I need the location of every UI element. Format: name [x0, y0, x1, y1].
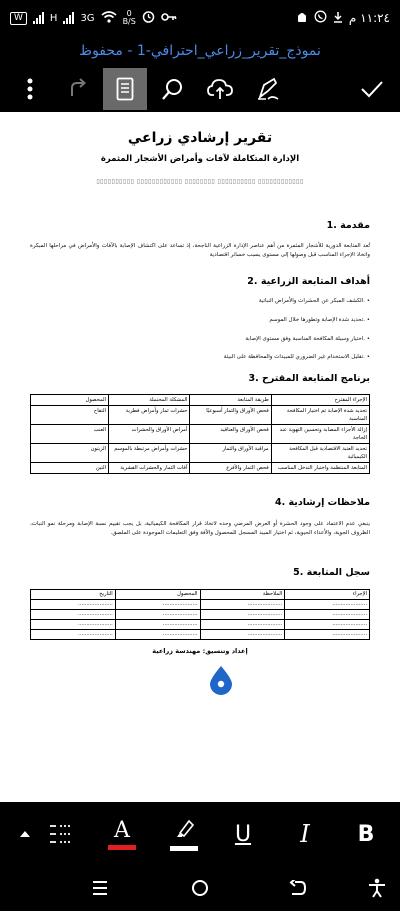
pen-icon[interactable] [248, 68, 288, 110]
table-cell[interactable]: مراقبة الأوراق والثمار [190, 444, 271, 463]
search-icon[interactable] [153, 68, 193, 110]
table-cell[interactable]: ..................... [115, 600, 200, 610]
table-row [31, 444, 370, 463]
android-icon [296, 11, 308, 26]
italic-label: I [300, 820, 310, 848]
table-cell[interactable]: ..................... [200, 630, 285, 640]
document-heading[interactable]: تقرير إرشادي زراعي [127, 130, 273, 146]
system-nav-bar [0, 864, 400, 911]
table-cell[interactable]: العنب [31, 425, 109, 444]
table-cell[interactable]: ..................... [31, 620, 116, 630]
whatsapp-icon [314, 10, 327, 26]
recent-apps-icon[interactable] [85, 874, 115, 902]
unrendered-text-line[interactable]: ▯▯▯▯▯▯▯▯▯▯▯▯ ▯▯▯▯▯▯▯▯▯▯ ▯▯▯▯▯▯▯▯ ▯▯▯▯▯▯▯▯▯▯▯▯ ▯▯▯▯▯▯▯▯▯▯ [96, 178, 304, 185]
section-1-heading[interactable]: مقدمة .1 [326, 220, 370, 231]
table-row [31, 600, 370, 610]
accessibility-icon[interactable] [362, 874, 392, 902]
signal-icon-2 [63, 12, 74, 24]
table-cell[interactable]: ..................... [200, 620, 285, 630]
table-cell[interactable]: تحديد شدة الإصابة ثم اختيار المكافحة المناسبة [271, 406, 369, 425]
monitoring-program-table[interactable] [30, 394, 370, 474]
table-cell[interactable]: إزالة الأجزاء المصابة وتحسين التهوية عند الحاجة [271, 425, 369, 444]
table-cell[interactable]: حشرات ثمار وأمراض فطرية [108, 406, 189, 425]
highlight-button[interactable] [166, 812, 202, 856]
table-header-cell[interactable]: الإجراء [285, 590, 370, 600]
data-speed: 0 B/S [122, 9, 136, 26]
volte-badge: W [10, 12, 27, 25]
redo-icon[interactable] [58, 68, 98, 110]
table-cell[interactable]: التفاح [31, 406, 109, 425]
underline-label: U [234, 821, 252, 847]
network-gen: 3G [80, 12, 95, 24]
font-color-label: A [114, 817, 130, 843]
table-cell[interactable]: ..................... [115, 610, 200, 620]
table-row [31, 425, 370, 444]
bold-button[interactable] [350, 812, 382, 856]
wifi-icon [101, 11, 117, 26]
table-header-cell[interactable]: المشكلة المحتملة [108, 395, 189, 406]
table-cell[interactable]: فحص الأوراق والثمار أسبوعيًا [190, 406, 271, 425]
table-cell[interactable]: الزيتون [31, 444, 109, 463]
table-header-cell[interactable]: طريقة المتابعة [190, 395, 271, 406]
table-cell[interactable]: ..................... [200, 600, 285, 610]
objective-bullet[interactable]: • .تحديد شدة الإصابة وتطورها خلال الموسم [269, 317, 370, 323]
font-color-swatch [108, 845, 136, 850]
table-cell[interactable]: فحص الأوراق والعناقيد [190, 425, 271, 444]
table-header-cell[interactable]: الملاحظة [200, 590, 285, 600]
network-badge: H [49, 12, 58, 24]
table-header-cell[interactable]: الإجراء المقترح [271, 395, 369, 406]
objective-bullet[interactable]: • .تقليل الاستخدام غير الضروري للمبيدات والمحافظة على البيئة [223, 354, 370, 360]
section-5-heading[interactable]: سجل المتابعة .5 [293, 567, 370, 578]
table-cell[interactable]: ..................... [31, 630, 116, 640]
status-left [10, 10, 177, 26]
section-3-heading[interactable]: برنامج المتابعة المقترح .3 [248, 373, 370, 384]
table-row [31, 630, 370, 640]
table-cell[interactable]: فحص الثمار والأفرع [190, 463, 271, 474]
table-cell[interactable]: ..................... [200, 610, 285, 620]
table-cell[interactable]: آفات الثمار والحشرات القشرية [108, 463, 189, 474]
text-cursor-handle[interactable] [208, 665, 234, 695]
alarm-icon [142, 10, 155, 26]
clock-time: ١١:٢٤ م [348, 11, 390, 25]
table-header-cell[interactable]: المحصول [31, 395, 109, 406]
underline-button[interactable] [228, 812, 258, 856]
table-cell[interactable]: ..................... [115, 630, 200, 640]
highlight-swatch [170, 846, 198, 851]
home-icon[interactable] [185, 874, 215, 902]
table-cell[interactable]: تحديد العتبة الاقتصادية قبل المكافحة الكيميائية [271, 444, 369, 463]
table-row [31, 620, 370, 630]
collapse-up-icon[interactable] [14, 812, 36, 856]
table-cell[interactable]: ..................... [285, 620, 370, 630]
table-row [31, 406, 370, 425]
italic-button[interactable] [290, 812, 320, 856]
reading-mode-icon[interactable] [103, 68, 147, 110]
bold-label: B [357, 821, 375, 847]
table-header-row [31, 395, 370, 406]
document-canvas[interactable] [0, 112, 400, 802]
highlighter-icon [173, 818, 195, 844]
table-cell[interactable]: ..................... [115, 620, 200, 630]
section-4-heading[interactable]: ملاحظات إرشادية .4 [275, 497, 370, 508]
table-header-row [31, 590, 370, 600]
checkmark-icon[interactable] [352, 68, 392, 110]
table-cell[interactable]: المتابعة المنتظمة واختيار التدخل المناسب [271, 463, 369, 474]
table-cell[interactable]: ..................... [285, 610, 370, 620]
download-icon [333, 11, 343, 26]
font-color-button[interactable] [104, 812, 140, 856]
objective-bullet[interactable]: • .الكشف المبكر عن الحشرات والأمراض النباتية [258, 298, 370, 304]
table-header-cell[interactable]: المحصول [115, 590, 200, 600]
section-4-paragraph[interactable]: ينبغي عدم الاعتماد على وجود الحشرة أو العرض المرضي وحده لاتخاذ قرار المكافحة الكيميائية، بل يجب تقييم نسبة الإصابة ومرحلة نمو النبات، الظروف الجوية، والأعداء الحيوية، ثم اختيار المبيد المسجل للمحصول والآفة وفق التعليمات الموجودة على الملصق. [30, 521, 370, 536]
format-bar [0, 802, 400, 864]
table-cell[interactable]: أمراض الأوراق والحشرات [108, 425, 189, 444]
table-cell[interactable]: ..................... [285, 630, 370, 640]
table-cell[interactable]: ..................... [31, 600, 116, 610]
table-cell[interactable]: ..................... [285, 600, 370, 610]
table-cell[interactable]: التين [31, 463, 109, 474]
more-icon[interactable] [10, 68, 50, 110]
editor-toolbar [0, 66, 400, 112]
document-title[interactable]: نموذج_تقرير_زراعي_احترافي-1 - محفوظ [0, 36, 400, 66]
table-header-cell[interactable]: التاريخ [31, 590, 116, 600]
paragraph-list-icon[interactable] [44, 812, 78, 856]
back-icon[interactable] [283, 874, 313, 902]
section-2-heading[interactable]: أهداف المتابعة الزراعية .2 [247, 276, 370, 287]
cloud-upload-icon[interactable] [200, 68, 240, 110]
objective-bullet[interactable]: • .اختيار وسيلة المكافحة المناسبة وفق مستوى الإصابة [245, 336, 370, 342]
table-cell[interactable]: حشرات وأمراض مرتبطة بالموسم [108, 444, 189, 463]
table-row [31, 463, 370, 474]
key-icon [161, 11, 177, 25]
document-subtitle[interactable]: الإدارة المتكاملة لآفات وأمراض الأشجار المثمرة [100, 154, 300, 164]
prepared-by-credit[interactable]: إعداد وتنسيق: مهندسة زراعية [152, 647, 248, 655]
status-bar [0, 0, 400, 36]
table-row [31, 610, 370, 620]
status-right [296, 10, 390, 26]
signal-icon [33, 12, 44, 24]
monitoring-log-table[interactable] [30, 589, 370, 640]
table-cell[interactable]: ..................... [31, 610, 116, 620]
section-1-paragraph[interactable]: تُعد المتابعة الدورية للأشجار المثمرة من أهم عناصر الإدارة الزراعية الناجحة، إذ تساعد على اكتشاف الإصابة بالآفات والأمراض في مراحلها المبكرة واتخاذ الإجراء المناسب قبل وصولها إلى مستوى يسبب خسائر اقتصادية [30, 243, 370, 258]
